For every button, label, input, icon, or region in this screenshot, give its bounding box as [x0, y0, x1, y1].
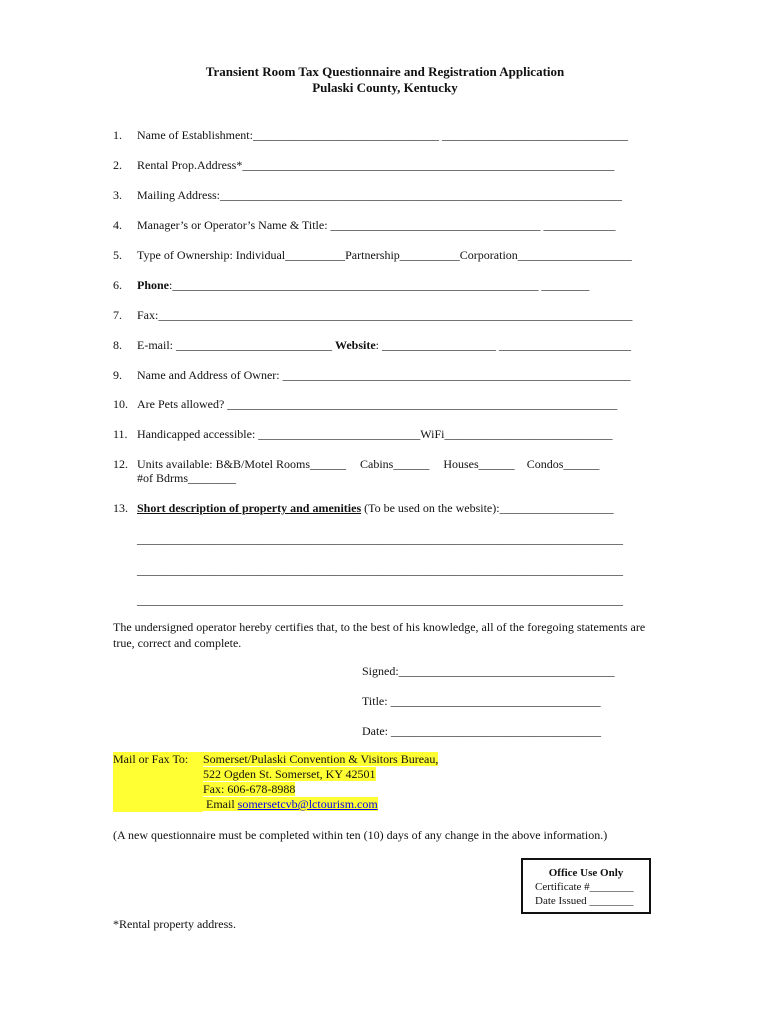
item-number: 6. — [113, 278, 122, 292]
item-number: 1. — [113, 128, 122, 142]
item-number: 11. — [113, 427, 128, 441]
field-handicapped-wifi[interactable] — [113, 427, 612, 442]
field-label: Name of Establishment:_______________________________ _______________________________ — [137, 128, 628, 142]
title-field[interactable]: Title: ___________________________________ — [362, 694, 601, 708]
mail-label: Mail or Fax To: — [113, 752, 203, 767]
units-cabins: Cabins______ — [360, 457, 430, 471]
field-manager-name[interactable] — [113, 218, 616, 233]
bureau-address: 522 Ogden St. Somerset, KY 42501 — [203, 767, 376, 781]
field-fax[interactable] — [113, 308, 632, 323]
bedrooms-label: #of Bdrms — [137, 471, 188, 485]
office-use-heading: Office Use Only — [548, 867, 624, 879]
field-label-website: Website — [335, 338, 376, 352]
field-ownership-type[interactable] — [113, 248, 632, 263]
description-note: (To be used on the website): — [361, 501, 500, 515]
description-line[interactable]: _________________________________________________________________________________ — [137, 563, 623, 577]
bureau-fax: Fax: 606-678-8988 — [203, 782, 296, 796]
field-label: Are Pets allowed? _________________________________________________________________ — [137, 397, 618, 411]
field-label: Manager’s or Operator’s Name & Title: ___________________________________ ____________ — [137, 218, 616, 232]
units-houses: Houses______ — [443, 457, 515, 471]
item-number: 3. — [113, 188, 122, 202]
certificate-number: Certificate #________ — [535, 881, 634, 893]
field-bedrooms[interactable] — [137, 471, 236, 486]
units-rooms: Units available: B&B/Motel Rooms______ — [137, 457, 346, 471]
field-owner[interactable] — [113, 368, 631, 383]
field-rental-address[interactable] — [113, 158, 614, 173]
item-number: 5. — [113, 248, 122, 262]
footnote: *Rental property address. — [113, 917, 236, 931]
date-issued: Date Issued ________ — [535, 895, 634, 907]
field-line: :_____________________________________________________________ ________ — [169, 278, 590, 292]
field-label-phone: Phone — [137, 278, 170, 292]
email-link[interactable]: somersetcvb@lctourism.com — [237, 797, 378, 811]
change-notice: (A new questionnaire must be completed within ten (10) days of any change in the above information.) — [113, 828, 608, 842]
field-email-website[interactable] — [113, 338, 631, 353]
units-condos: Condos______ — [526, 457, 600, 471]
item-number: 4. — [113, 218, 122, 232]
date-field[interactable]: Date: ___________________________________ — [362, 724, 601, 738]
item-number: 8. — [113, 338, 122, 352]
field-label: Name and Address of Owner: __________________________________________________________ — [137, 368, 631, 382]
form-subtitle: Pulaski County, Kentucky — [312, 80, 458, 95]
certification-statement: The undersigned operator hereby certifies that, to the best of his knowledge, all of the foregoing statements are true, correct and complete. — [113, 620, 646, 650]
item-number: 13. — [113, 501, 128, 515]
description-heading: Short description of property and amenities — [137, 501, 362, 515]
field-label: Handicapped accessible: ___________________________WiFi____________________________ — [137, 427, 613, 441]
mail-to-block — [113, 752, 438, 812]
form-title: Transient Room Tax Questionnaire and Registration Application — [205, 64, 565, 79]
field-short-description[interactable] — [113, 501, 614, 516]
description-line[interactable]: _________________________________________________________________________________ — [137, 593, 623, 607]
description-line: ___________________ — [499, 501, 614, 515]
office-use-box — [521, 858, 651, 914]
field-pets[interactable] — [113, 397, 617, 412]
field-label: Rental Prop.Address*______________________________________________________________ — [137, 158, 615, 172]
item-number: 12. — [113, 457, 128, 471]
signed-field[interactable]: Signed:____________________________________ — [362, 664, 615, 678]
field-phone[interactable] — [113, 278, 589, 293]
field-units-available[interactable] — [113, 457, 599, 472]
item-number: 9. — [113, 368, 122, 382]
field-label: Fax:_______________________________________________________________________________ — [137, 308, 633, 322]
bureau-name: Somerset/Pulaski Convention & Visitors Bureau, — [203, 752, 439, 766]
field-establishment-name[interactable] — [113, 128, 628, 143]
item-number: 7. — [113, 308, 122, 322]
bedrooms-line: ________ — [188, 471, 236, 485]
email-prefix: Email — [206, 797, 238, 811]
field-mailing-address[interactable] — [113, 188, 622, 203]
field-label: Mailing Address:___________________________________________________________________ — [137, 188, 622, 202]
field-label-email: E-mail: __________________________ — [137, 338, 332, 352]
item-number: 2. — [113, 158, 122, 172]
description-line[interactable]: _________________________________________________________________________________ — [137, 532, 623, 546]
field-label: Type of Ownership: Individual__________Partnership__________Corporation___________________ — [137, 248, 632, 262]
item-number: 10. — [113, 397, 128, 411]
field-line: : ___________________ ______________________ — [375, 338, 632, 352]
